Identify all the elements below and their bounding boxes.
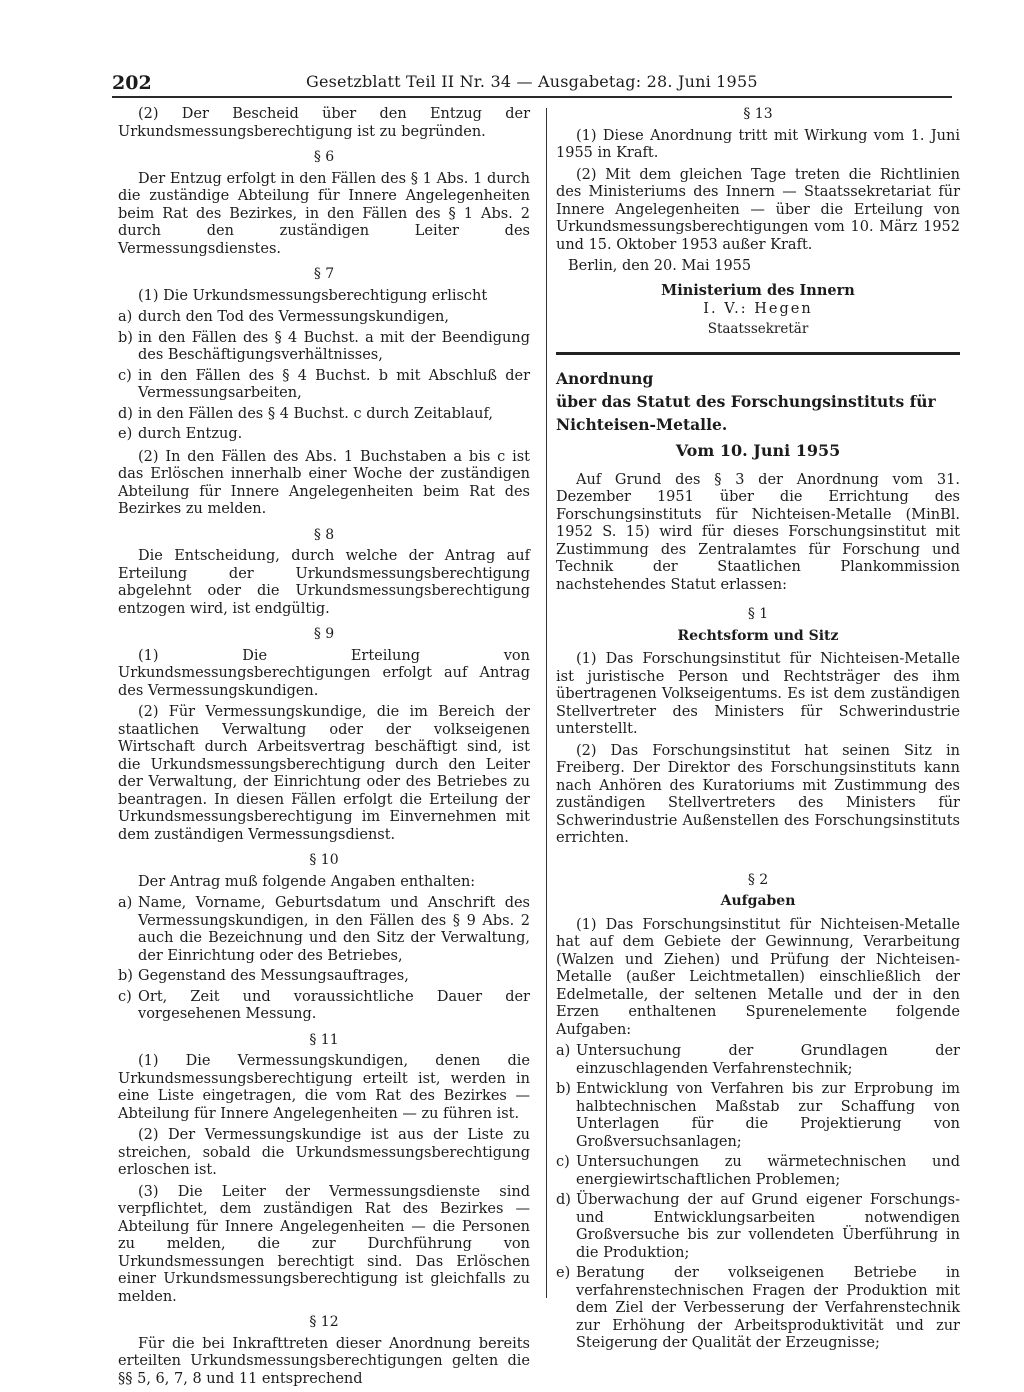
paragraph: (1) Das Forschungsinstitut für Nichteisen-Metalle ist juristische Person und Rechtsträger des ihm übertragenen Volkseigentums. Es ist dem zuständigen Stellvertreter des Ministers für Schwerindustrie unterstellt. [556, 651, 960, 737]
paragraph: (2) Der Vermessungskundige ist aus der Liste zu streichen, sobald die Urkundsmessungsberechtigung erloschen ist. [118, 1127, 530, 1178]
signature-organization: Ministerium des Innern [661, 281, 855, 299]
section-title: Aufgaben [720, 893, 796, 909]
list [118, 895, 530, 1024]
section-heading: § 2 [747, 871, 769, 888]
paragraph: Für die bei Inkrafttreten dieser Anordnung bereits erteilten Urkundsmessungsberechtigungen gelten die §§ 5, 6, 7, 8 und 11 entsprechend [118, 1335, 530, 1387]
section-heading: § 8 [313, 526, 335, 543]
paragraph: (3) Die Leiter der Vermessungsdienste sind verpflichtet, dem zuständigen Rat des Bezirkes — Abteilung für Innere Angelegenheiten — die Personen zu melden, die zur Durchführung von Urkundsmessungen berechtigt sind. Das Erlöschen einer Urkundsmessungsberechtigung ist gleichfalls zu melden. [118, 1183, 530, 1305]
paragraph: Der Entzug erfolgt in den Fällen des § 1 Abs. 1 durch die zuständige Abteilung für Innere Angelegenheiten beim Rat des Bezirkes, in den Fällen des § 1 Abs. 2 durch den zuständigen Leiter des Vermessungsdienstes. [118, 170, 530, 257]
section-heading: § 9 [313, 626, 335, 642]
section-heading: § 1 [747, 606, 769, 622]
section-heading: § 7 [313, 266, 335, 282]
paragraph: (2) Der Bescheid über den Entzug der Urkundsmessungsberechtigung ist zu begründen. [118, 106, 530, 140]
document-title: über das Statut des Forschungsinstituts für [556, 392, 936, 411]
paragraph: (2) In den Fällen des Abs. 1 Buchstaben a bis c ist das Erlöschen innerhalb einer Woche der zuständigen Abteilung für Innere Angelegenheiten beim Rat des Bezirkes zu melden. [118, 448, 530, 517]
list-item: c) in den Fällen des § 4 Buchst. b mit Abschluß der Vermessungsarbeiten, [118, 367, 530, 401]
place-date: Berlin, den 20. Mai 1955 [568, 258, 752, 274]
list-item: b) Entwicklung von Verfahren bis zur Erprobung im halbtechnischen Maßstab zur Schaffung von Unterlagen für die Projektierung von Großversuchsanlagen; [556, 1081, 960, 1150]
paragraph: (2) Für Vermessungskundige, die im Bereich der staatlichen Verwaltung oder der volkseigenen Wirtschaft durch Arbeitsvertrag beschäftigt sind, ist die Urkundsmessungsberechtigung durch den Leiter der Verwaltung, der Einrichtung oder des Betriebes zu beantragen. In diesen Fällen erfolgt die Erteilung der Urkundsmessungsberechtigung im Einvernehmen mit dem zuständigen Vermessungsdienst. [118, 704, 530, 843]
paragraph: (1) Die Vermessungskundigen, denen die Urkundsmessungsberechtigung erteilt ist, werden in eine Liste eingetragen, die vom Rat des Bezirkes — Abteilung für Innere Angelegenheiten — zu führen ist. [118, 1053, 530, 1122]
section-heading: § 10 [309, 852, 339, 868]
document-title: Anordnung [556, 369, 654, 388]
running-head: Gesetzblatt Teil II Nr. 34 — Ausgabetag: 28. Juni 1955 [306, 72, 758, 91]
signature-title: Staatssekretär [707, 320, 809, 337]
section-title: Rechtsform und Sitz [677, 627, 839, 644]
column-divider [546, 108, 547, 1298]
list-item: c) Untersuchungen zu wärmetechnischen und energiewirtschaftlichen Problemen; [556, 1154, 960, 1188]
list-item: b) in den Fällen des § 4 Buchst. a mit der Beendigung des Beschäftigungsverhältnisses, [118, 329, 530, 363]
section-heading: § 11 [309, 1031, 339, 1048]
section-divider-rule [556, 352, 960, 355]
list-item: c) Ort, Zeit und voraussichtliche Dauer der vorgesehenen Messung. [118, 988, 530, 1022]
section-heading: § 6 [313, 149, 335, 165]
paragraph: Auf Grund des § 3 der Anordnung vom 31. Dezember 1951 über die Errichtung des Forschungsinstituts für Nichteisen-Metalle (MinBl. 1952 S. 15) wird für dieses Forschungsinstitut mit Zustimmung des Zentralamtes für Forschung und Technik der Staatlichen Plankommission nachstehendes Statut erlassen: [556, 471, 960, 593]
list-item: d) in den Fällen des § 4 Buchst. c durch Zeitablauf, [118, 405, 493, 422]
list-item: a) Name, Vorname, Geburtsdatum und Anschrift des Vermessungskundigen, in den Fällen des § 9 Abs. 2 auch die Bezeichnung und den Sitz der Verwaltung, der Einrichtung oder des Betriebes, [118, 895, 530, 964]
header-rule [112, 96, 952, 98]
left-column [118, 106, 530, 1392]
paragraph: Die Entscheidung, durch welche der Antrag auf Erteilung der Urkundsmessungsberechtigung abgelehnt oder die Urkundsmessungsberechtigung entzogen wird, ist endgültig. [118, 548, 530, 617]
list-item: d) Überwachung der auf Grund eigener Forschungs- und Entwicklungsarbeiten notwendigen Großversuche bis zur vollendeten Überführung in die Produktion; [556, 1192, 960, 1261]
page-number: 202 [112, 72, 152, 94]
list-item: a) Untersuchung der Grundlagen der einzuschlagenden Verfahrenstechnik; [556, 1043, 960, 1077]
right-column [556, 106, 960, 1358]
list-item: e) durch Entzug. [118, 426, 243, 442]
list [118, 309, 530, 444]
section-heading: § 13 [743, 106, 773, 122]
document-title: Nichteisen-Metalle. [556, 415, 728, 434]
paragraph: (1) Die Erteilung von Urkundsmessungsberechtigungen erfolgt auf Antrag des Vermessungskundigen. [118, 647, 530, 699]
paragraph: (1) Die Urkundsmessungsberechtigung erlischt [138, 287, 488, 304]
paragraph: Der Antrag muß folgende Angaben enthalten: [138, 873, 476, 890]
paragraph: (1) Diese Anordnung tritt mit Wirkung vom 1. Juni 1955 in Kraft. [556, 127, 960, 161]
signature-name: I. V.: Hegen [703, 301, 813, 317]
list [556, 1043, 960, 1353]
list-item: a) durch den Tod des Vermessungskundigen, [118, 309, 449, 325]
list-item: e) Beratung der volkseigenen Betriebe in verfahrenstechnischen Fragen der Produktion mit dem Ziel der Verbesserung der Verfahrenstechnik zur Erhöhung der Arbeitsproduktivität und zur Steigerung der Qualität der Erzeugnisse; [556, 1265, 960, 1351]
paragraph: (2) Mit dem gleichen Tage treten die Richtlinien des Ministeriums des Innern — Staatssekretariat für Innere Angelegenheiten — über die Erteilung von Urkundsmessungsberechtigungen vom 10. März 1952 und 15. Oktober 1953 außer Kraft. [556, 166, 960, 253]
paragraph: (1) Das Forschungsinstitut für Nichteisen-Metalle hat auf dem Gebiete der Gewinnung, Verarbeitung (Walzen und Ziehen) und Prüfung der Nichteisen-Metalle (außer Leichtmetallen) einschließlich der Edelmetalle, der seltenen Metalle und der in den Erzen enthaltenen Spurenelemente folgende Aufgaben: [556, 916, 960, 1038]
section-heading: § 12 [309, 1314, 339, 1330]
list-item: b) Gegenstand des Messungsauftrages, [118, 968, 409, 984]
document-date: Vom 10. Juni 1955 [675, 441, 841, 460]
paragraph: (2) Das Forschungsinstitut hat seinen Sitz in Freiberg. Der Direktor des Forschungsinstituts kann nach Anhören des Kuratoriums mit Zustimmung des zuständigen Stellvertreters des Ministers für Schwerindustrie Außenstellen des Forschungsinstituts errichten. [556, 742, 960, 846]
